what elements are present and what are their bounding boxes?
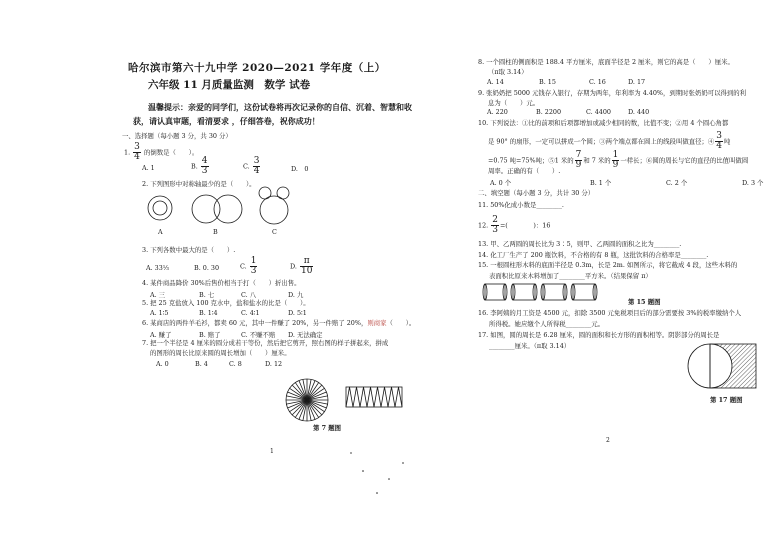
q3-option-b: B. 0. 30	[194, 264, 220, 272]
exam-page-2	[390, 0, 780, 551]
notice-line-1: 温馨提示：亲爱的同学们，这份试卷将再次记录你的自信、沉着、智慧和收	[148, 102, 412, 112]
question-15-caption: 第 15 题图	[628, 298, 661, 306]
question-1	[124, 143, 198, 162]
q7-option-d: D. 12	[265, 360, 283, 368]
question-12: 12. $\frac{2}{3}$ =( )：16	[478, 215, 551, 235]
question-5: 5. 把 25 克盐放入 100 克水中，盐和盐水的比是（ ）。	[142, 299, 310, 307]
question-16-line-2: 所得税。她应缴个人所得税________元。	[489, 320, 605, 328]
question-10-line-3: =0.75 吨=75%吨；⑤1 米的 $\frac{7}{9}$ 和 7 米的 $\frac{1}{9}$ 一样长；⑥圆的周长与它的直径的比值叫做圆	[488, 150, 749, 170]
q6-option-b: B. 赔了	[199, 331, 221, 339]
scan-speck	[388, 478, 390, 480]
question-6: 6. 某商店的两件羊毛衫，都卖 60 元，其中一件赚了 20%，另一件赔了 20%，则商家（ ）。	[142, 319, 416, 327]
q5-option-a: A. 1∶5	[150, 309, 169, 317]
q1-option-b: B. $\frac{4}{3}$	[191, 156, 208, 176]
q5-option-c: C. 4∶1	[241, 309, 260, 317]
question-2: 2. 下列图形中对称轴最少的是（ ）。	[142, 180, 256, 188]
q4-option-a: A. 三	[150, 291, 166, 299]
question-9-line-1: 9. 张奶奶把 5000 元钱存入银行，存期为两年，年利率为 4.40%，到期时张奶奶可以得到的利	[478, 89, 747, 97]
question-6-highlight: 则商家	[367, 319, 387, 327]
question-13: 13. 甲、乙两圆的周长比为 3∶5，则甲、乙两圆的面积之比为________.	[478, 240, 682, 248]
q3-option-d: D. $\frac{\pi}{10}$	[290, 256, 313, 276]
question-15-line-2: 表面积比原来木料增加了________平方米。（结果保留 π）	[489, 272, 652, 280]
q10-option-d: D. 3 个	[742, 179, 764, 187]
q8-option-c: C. 16	[589, 78, 606, 86]
question-7-line-2: 的图形的周长比原来圆的周长增加（ ）厘米。	[150, 349, 291, 357]
q9-option-c: C. 4400	[586, 108, 611, 116]
q10-option-a: A. 0 个	[490, 179, 512, 187]
question-2-figures	[140, 188, 310, 230]
scan-speck	[350, 452, 352, 454]
q4-option-b: B. 七	[199, 291, 215, 299]
q9-option-a: A. 220	[487, 108, 508, 116]
page-number-2: 2	[606, 437, 610, 444]
question-8-line-1: 8. 一个圆柱的侧面积是 188.4 平方厘米，底面半径是 2 厘米，则它的高是（ ）厘米。	[478, 58, 734, 66]
question-1-fraction: $\frac{3}{4}$	[134, 142, 140, 162]
q3-option-c: C. $\frac{1}{3}$	[240, 256, 257, 276]
q10-option-b: B. 1 个	[590, 179, 612, 187]
question-15-line-1: 15. 一根圆柱形木料的底面半径是 0.3m，长是 2m. 如图所示，将它截成 4 段，这些木料的	[478, 261, 738, 269]
q8-option-a: A. 14	[487, 78, 504, 86]
q6-option-c: C. 不赚不赔	[241, 331, 276, 339]
question-17-caption: 第 17 题图	[710, 396, 743, 404]
q2-label-b: B	[213, 228, 218, 236]
question-10-line-2: 是 90° 的扇形，一定可以拼成一个圆；③两个端点都在圆上的线段叫做直径；④ $\frac{3}{4}$ 吨	[488, 131, 731, 151]
q8-option-d: D. 17	[628, 78, 646, 86]
q5-option-b: B. 1∶4	[199, 309, 218, 317]
q9-option-d: D. 440	[628, 108, 650, 116]
q7-option-b: B. 4	[195, 360, 208, 368]
exam-subtitle: 六年级 11 月质量监测 数学 试卷	[148, 79, 311, 91]
q7-option-c: C. 8	[229, 360, 242, 368]
q6-option-d: D. 无法确定	[288, 331, 323, 339]
q5-option-d: D. 5∶1	[288, 309, 307, 317]
shaded-circle-rectangle-figure	[686, 342, 758, 390]
exam-title: 哈尔滨市第六十九中学 2020—2021 学年度（上）	[128, 62, 386, 74]
question-16-line-1: 16. 李阿姨的月工资是 4500 元，扣除 3500 元免税项目后的部分需要按 3%的税率缴纳个人	[478, 309, 742, 317]
scan-speck	[362, 470, 364, 472]
q6-option-a: A. 赚了	[150, 331, 172, 339]
sliced-circle-figure	[284, 377, 330, 423]
notice-line-2: 获，请认真审题，看清要求 ，仔细答卷，祝你成功！	[133, 116, 320, 126]
scan-speck	[376, 492, 378, 494]
question-7-line-1: 7. 把一个半径是 4 厘米的圆分成若干等份，然后把它剪开，照右图的样子拼起来，拼成	[142, 339, 389, 347]
question-4: 4. 某件商品降价 30%后售价相当于打（ ）折出售。	[142, 279, 301, 287]
question-17-line-1: 17. 如图，圆的周长是 6.28 厘米，圆的面积和长方形的面积相等。阴影部分的周长是	[478, 331, 720, 339]
question-11: 11. 50%化成小数是________.	[478, 201, 564, 209]
q9-option-b: B. 2200	[536, 108, 562, 116]
question-10-line-1: 10. 下列说法：①比的前项和后项都增加或减少相同的数，比值不变；②用 4 个圆心角都	[478, 119, 729, 127]
question-7-caption: 第 7 题图	[313, 424, 342, 432]
q1-option-c: C. $\frac{3}{4}$	[243, 156, 260, 176]
q4-option-d: D. 九	[288, 291, 304, 299]
section-2-heading: 二、填空题（每小题 3 分，共计 30 分）	[478, 189, 595, 197]
question-10-line-4: 周率。正确的有（ ）.	[488, 167, 561, 175]
q1-option-d: D. 0	[291, 165, 309, 173]
q10-option-c: C. 2 个	[666, 179, 688, 187]
question-14: 14. 化工厂生产了 200 瓶饮料，不合格的有 8 瓶，这批饮料的合格率是________.	[478, 251, 709, 259]
page-number-1: 1	[270, 448, 274, 455]
question-3: 3. 下列各数中最大的是（ ）.	[142, 246, 236, 254]
q1-option-a: A. 1	[142, 164, 155, 172]
question-9-line-2: 息为（ ）元。	[488, 99, 540, 107]
q2-label-c: C	[272, 228, 277, 236]
q3-option-a: A. 33⅓	[146, 264, 170, 272]
q4-option-c: C. 八	[241, 291, 257, 299]
question-17-line-2: ________厘米。（π取 3.14）	[489, 342, 571, 350]
q2-label-a: A	[158, 228, 163, 236]
question-1-number: 1.	[124, 148, 131, 157]
cylinder-cut-figure	[483, 282, 633, 302]
question-8-line-2: （π取 3.14）	[488, 68, 528, 76]
q8-option-b: B. 15	[539, 78, 556, 86]
question-1-stem: 的倒数是（ ）。	[143, 148, 199, 157]
scan-speck	[402, 462, 404, 464]
q7-option-a: A. 0	[156, 360, 169, 368]
section-1-heading: 一、选择题（每小题 3 分，共 30 分）	[122, 132, 232, 140]
